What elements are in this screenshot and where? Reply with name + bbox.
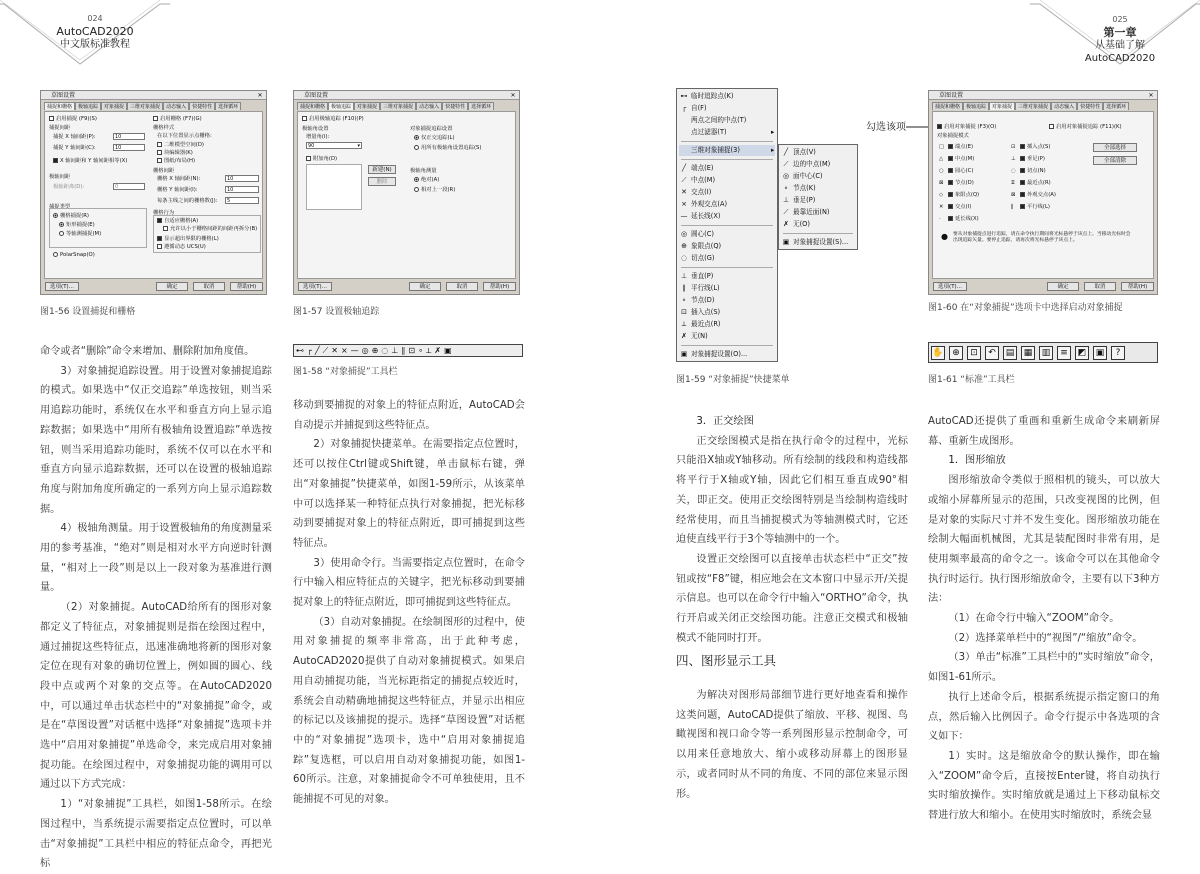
tab-dynamic[interactable]: 动态输入 xyxy=(1051,102,1077,110)
menu-item[interactable]: 两点之间的中点(T) xyxy=(691,116,747,124)
temp-track-icon[interactable]: ⊷ xyxy=(296,346,304,355)
standard-toolbar xyxy=(928,342,1158,363)
col1-p1: 3）对象捕捉追踪设置。用于设置对象捕捉追踪的模式。如果选中“仅正交追踪”单选按钮，则当采用追踪功能时，系统仅在水平和垂直方向上显示追踪数据；如果选中“用所有极轴角设置追踪”单选按钮，则当采用追踪功能时，系统不仅可以在水平和垂直方向显示追踪数据，还可以在设置的极轴追踪角度与附加角度所确定的一系列方向上显示追踪数据。 xyxy=(40,365,272,515)
major-every-input[interactable]: 5 xyxy=(225,197,259,204)
submenu-item[interactable]: ⟋ 最靠近面(N) xyxy=(781,207,829,218)
left-page-number: 024 xyxy=(87,14,103,23)
menu-item[interactable]: ∘ 节点(D) xyxy=(679,295,714,306)
tab-snap-grid[interactable]: 捕捉和栅格 xyxy=(297,102,328,110)
face-center-icon: ◎ xyxy=(782,172,790,180)
mode-center[interactable]: ○ 圆心(C) xyxy=(939,168,974,174)
parallel-icon: ∥ xyxy=(682,284,686,292)
osnap-settings-icon: ▣ xyxy=(782,238,790,246)
nearest-icon: ⟂ xyxy=(681,320,687,328)
right-page-number: 025 xyxy=(1112,15,1128,24)
relative[interactable]: 相对上一段(R) xyxy=(414,187,455,193)
col1-p3: （2）对象捕捉。AutoCAD给所有的图形对象都定义了特征点，对象捕捉则是指在绘图过程中，通过捕捉这些特征点，迅速准确地将新的图形对象定位在现有对象的确切位置上，例如圆的圆心、线段中点或两个对象的交点等。在AutoCAD2020中，可以通过单击状态栏中的“对象捕捉”命令，或是在“草图设置”对话框中选择“对象捕捉”选项卡并选中“启用对象捕捉”单选命令，来完成启用对象捕捉功能。在绘图过程中，对象捕捉功能的调用可以通过以下方式完成： xyxy=(40,602,272,791)
col3-p0: 正交绘图模式是指在执行命令的过程中，光标只能沿X轴或Y轴移动。所有绘制的线段和构造线都将平行于X轴或Y轴，因此它们相互垂直成90°相关，即正交。使用正交绘图特别是当绘制构造线时经常使用，而且当捕捉模式为等轴测模式时，它还迫使直线平行于3个等轴测中的一个。 xyxy=(676,435,908,546)
snap-y-label: 捕捉 Y 轴间距(C): xyxy=(53,145,96,151)
allow-subdivision[interactable]: 允许以小于栅格间距的间距再拆分(B) xyxy=(163,226,257,232)
snap-y-input[interactable]: 10 xyxy=(113,144,145,151)
intersection-icon[interactable]: ✕ xyxy=(331,346,338,355)
menu-item[interactable]: ⟋ 中点(M) xyxy=(679,175,715,186)
center-icon[interactable]: ◎ xyxy=(361,346,369,355)
tab-snap-grid[interactable]: 捕捉和栅格 xyxy=(932,102,963,110)
extension-icon[interactable]: — xyxy=(350,346,359,355)
fig57-panel xyxy=(297,111,516,279)
grid-behavior-label: 栅格行为 xyxy=(153,210,175,216)
rect-snap[interactable]: 矩形捕捉(E) xyxy=(59,222,95,228)
tool-palettes-icon[interactable]: ▥ xyxy=(1039,346,1053,360)
col1-p2: 4）极轴角测量。用于设置极轴角的角度测量采用的参考基准，“绝对”则是相对水平方向逆时针测量，“相对上一段”则是以上一段对象为基准进行测量。 xyxy=(40,523,272,594)
submenu-item[interactable]: ╱ 顶点(V) xyxy=(781,147,816,158)
snap-spacing-label: 捕捉间距 xyxy=(49,125,71,131)
ok-button[interactable]: 确定 xyxy=(156,282,188,291)
menu-item[interactable]: 点过滤器(T) ▸ xyxy=(691,128,775,136)
col2-p3: （3）自动对象捕捉。在绘制图形的过程中，使用对象捕捉的频率非常高，出于此种考虑，AutoCAD2020提供了自动对象捕捉模式。如果启用自动捕捉功能，当光标距指定的捕捉点较近时，系统会自动精确地捕捉这些特征点，并显示出相应的标记以及该捕捉的提示。选择“草图设置”对话框中的“对象捕捉”选项卡，选中“启用对象捕捉追踪”复选框，可以启用自动对象捕捉功能，如图1-60所示。注意，对象捕捉命令不可单独使用，且不能捕捉不可见的对象。 xyxy=(293,616,525,806)
mode-node[interactable]: ⊠ 节点(D) xyxy=(939,180,974,186)
all-polar[interactable]: 用所有极轴角设置追踪(S) xyxy=(414,145,481,151)
menu-item[interactable]: ╱ 端点(E) xyxy=(679,163,714,174)
quadrant-icon: ⊕ xyxy=(681,242,687,250)
tab-snap-grid[interactable]: 捕捉和栅格 xyxy=(44,102,75,110)
submenu-item[interactable]: ▣ 对象捕捉设置(S)... xyxy=(782,238,849,246)
fig60-dialog xyxy=(928,90,1158,295)
left-header-title: AutoCAD2020 xyxy=(56,25,134,38)
markup-icon[interactable]: ◩ xyxy=(1075,346,1089,360)
edge-mid-icon: ⟋ xyxy=(783,160,789,168)
grid-spacing-label: 栅格间距 xyxy=(153,168,175,174)
from-icon: ┌ xyxy=(681,104,687,112)
mode-quadrant[interactable]: ◇ 象限点(Q) xyxy=(939,192,980,198)
fig58-caption: 图1-58 “对象捕捉”工具栏 xyxy=(293,367,398,377)
quadrant-marker-icon: ◇ xyxy=(939,192,944,198)
tab-cycle[interactable]: 选择循环 xyxy=(468,102,494,110)
menu-item[interactable]: ┌ 自(F) xyxy=(679,103,707,114)
block-editor[interactable]: 块编辑器(K) xyxy=(157,150,193,156)
absolute[interactable]: 绝对(A) xyxy=(414,177,439,183)
tab-quick[interactable]: 快捷特性 xyxy=(189,102,215,110)
clear-all-button[interactable]: 全部清除 xyxy=(1093,156,1137,165)
intersection-icon: ✕ xyxy=(681,188,687,196)
menu-item[interactable]: ∥ 平行线(L) xyxy=(679,283,720,294)
col4-p5: 执行上述命令后，根据系统提示指定窗口的角点，然后输入比例因子。命令行提示中各选项的含义如下： xyxy=(928,691,1160,743)
tab-3d-osnap[interactable]: 三维对象捕捉 xyxy=(1015,102,1051,110)
right-product: AutoCAD2020 xyxy=(1084,53,1156,64)
zoom-window-icon[interactable]: ⊡ xyxy=(967,346,981,360)
col4-heading: 1．图形缩放 xyxy=(948,455,1006,467)
grid-y-label: 栅格 Y 轴间距(I): xyxy=(157,187,198,193)
grid-style-label: 栅格样式 xyxy=(153,125,175,131)
model-space[interactable]: 二维模型空间(D) xyxy=(157,142,204,148)
col2-p2: 3）使用命令行。当需要指定点位置时，在命令行中输入相应特征点的关键字，把光标移动到要捕捉对象上的特征点附近，即可捕捉到这些特征点。 xyxy=(293,557,525,609)
polar-distance-label: 极轴距离(D): xyxy=(53,184,85,190)
menu-item[interactable]: ◎ 圆心(C) xyxy=(680,230,714,238)
grid-x-input[interactable]: 10 xyxy=(225,175,259,182)
calculator-icon[interactable]: ▣ xyxy=(1093,346,1107,360)
snap-x-input[interactable]: 10 xyxy=(113,133,145,140)
insert-icon[interactable]: ⊡ xyxy=(408,346,416,355)
right-header xyxy=(1040,13,1200,65)
node-icon[interactable]: ∘ xyxy=(418,346,424,355)
menu-item[interactable]: ⊷ 临时追踪点(K) xyxy=(680,92,734,100)
fig56-panel xyxy=(44,111,263,279)
enable-osnap[interactable]: 启用对象捕捉 (F3)(O) xyxy=(937,124,996,130)
osnap-settings-icon: ▣ xyxy=(680,350,688,358)
new-angle-button[interactable]: 新建(N) xyxy=(368,165,396,174)
perpendicular-icon: ⊥ xyxy=(782,196,790,204)
menu-item[interactable]: — 延长线(X) xyxy=(680,212,721,220)
info-icon: ● xyxy=(941,232,948,241)
submenu-item[interactable]: ✗ 无(O) xyxy=(781,219,810,230)
grid-x-label: 栅格 X 轴间距(N): xyxy=(157,176,201,182)
polar-angle-settings-label: 极轴角设置 xyxy=(302,126,329,132)
mode-endpoint[interactable]: □ 端点(E) xyxy=(939,144,974,150)
options-button[interactable]: 选项(T)... xyxy=(298,282,332,291)
menu-item[interactable]: ✕ 交点(I) xyxy=(679,187,711,198)
col2-p1: 2）对象捕捉快捷菜单。在需要指定点位置时，还可以按住Ctrl键或Shift键，单击鼠标右键，弹出“对象捕捉”快捷菜单，如图1-59所示，从该菜单中可以选择某一种特征点执行对象捕捉，把光标移动到要捕捉对象上的特征点附近，即可捕捉到这些特征点。 xyxy=(293,439,525,549)
tab-polar[interactable]: 极轴追踪 xyxy=(328,102,354,110)
col4-text xyxy=(928,412,1160,826)
submenu-item[interactable]: ◎ 面中心(C) xyxy=(782,172,823,180)
fig57-tabs xyxy=(294,102,519,110)
submenu-item[interactable]: ∘ 节点(K) xyxy=(781,183,816,194)
mode-nearest[interactable]: ⧖ 最近点(R) xyxy=(1011,180,1051,186)
center-icon: ◎ xyxy=(680,230,688,238)
col4-p3: （2）选择菜单栏中的“视图”/“缩放”命令。 xyxy=(948,632,1143,644)
snap-type-label: 捕捉类型 xyxy=(49,204,71,210)
enable-polar[interactable]: 启用极轴追踪 (F10)(P) xyxy=(302,116,364,122)
ok-button[interactable]: 确定 xyxy=(1047,282,1079,291)
apparent-intersection-icon[interactable]: ⨯ xyxy=(340,346,348,355)
none-icon: ✗ xyxy=(783,220,789,228)
enable-snap[interactable]: 启用捕捉 (F9)(S) xyxy=(49,116,97,122)
col2-p0: 移动到要捕捉的对象上的特征点附近，AutoCAD会自动提示并捕捉到这些特征点。 xyxy=(293,400,525,431)
col3-p2: 为解决对图形局部细节进行更好地查看和操作这类问题，AutoCAD提供了缩放、平移、视图、鸟瞰视图和视口命令等一系列图形显示控制命令，可以用来任意地放大、缩小或移动屏幕上的图形显示，或者同时从不同的角度、不同的部位来显示图形。 xyxy=(676,690,908,800)
help-button[interactable]: 帮助(H) xyxy=(483,282,516,291)
cancel-button[interactable]: 取消 xyxy=(193,282,225,291)
fig60-tabs xyxy=(929,102,1157,110)
col4-p6: 1）实时。这是缩放命令的默认操作，即在输入“ZOOM”命令后，直接按Enter键，将自动执行实时缩放操作。实时缩放就是通过上下移动鼠标交替进行放大和缩小。在使用实时缩放时，系统会显 xyxy=(928,750,1160,822)
none-icon[interactable]: ✗ xyxy=(434,346,442,355)
iso-snap[interactable]: 等轴测捕捉(M) xyxy=(59,231,101,237)
mode-extension[interactable]: · 延长线(X) xyxy=(939,216,979,222)
fig57-title: 草图设置 ✕ xyxy=(294,91,519,100)
close-icon[interactable]: ✕ xyxy=(257,92,263,99)
col4-p1: 图形缩放命令类似于照相机的镜头，可以放大或缩小屏幕所显示的范围，只改变视图的比例，但是对象的实际尺寸并不发生变化。图形缩放功能在绘制大幅面机械图，尤其是装配图时非常有用，是使用频率最高的命令之一。该命令可以在其他命令执行时运行。执行图形缩放命令，主要有以下3种方法： xyxy=(928,475,1160,605)
col4-p0: AutoCAD还提供了重画和重新生成命令来刷新屏幕、重新生成图形。 xyxy=(928,416,1160,447)
perpendicular-icon: ⊥ xyxy=(680,272,688,280)
tab-dynamic[interactable]: 动态输入 xyxy=(163,102,189,110)
additional-angles-list[interactable] xyxy=(306,164,362,210)
col3-text-b xyxy=(676,686,908,804)
col2-text xyxy=(293,396,525,810)
help-button[interactable]: 帮助(H) xyxy=(1121,282,1154,291)
none-icon: ✗ xyxy=(681,332,687,340)
pan-icon[interactable]: ✋ xyxy=(932,347,944,358)
submenu-item[interactable]: ⊥ 垂足(P) xyxy=(782,196,816,204)
from-icon[interactable]: ┌ xyxy=(307,346,312,355)
fig56-caption: 图1-56 设置捕捉和栅格 xyxy=(40,307,136,317)
fig57-caption: 图1-57 设置极轴追踪 xyxy=(293,307,380,317)
beyond-limits[interactable]: 显示超出界限的栅格(L) xyxy=(157,236,219,242)
col3-p1: 设置正交绘图可以直接单击状态栏中“正交”按钮或按“F8”键，相应地会在文本窗口中显示开/关提示信息。也可以在命令行中输入“ORTHO”命令，执行开启或关闭正交绘图功能。注意正交模式和极轴模式不能同时打开。 xyxy=(676,553,908,644)
grid-snap[interactable]: 栅格捕捉(R) xyxy=(53,213,89,219)
delete-angle-button[interactable]: 删除 xyxy=(368,177,396,186)
increment-angle-select[interactable]: 90 ▾ xyxy=(308,143,360,149)
mode-midpoint[interactable]: △ 中点(M) xyxy=(939,156,975,162)
help-icon[interactable]: ? xyxy=(1111,346,1125,360)
submenu-item[interactable]: ⟋ 边的中点(M) xyxy=(781,159,830,170)
menu-item[interactable]: ⊡ 插入点(S) xyxy=(679,307,720,318)
col3-text-a xyxy=(676,412,908,648)
nearest-icon[interactable]: ⟂ xyxy=(426,345,432,355)
nearest-marker-icon: ⧖ xyxy=(1011,180,1015,186)
options-button[interactable]: 选项(T)... xyxy=(933,282,967,291)
temp-track-icon: ⊷ xyxy=(680,92,688,100)
mode-perpendicular[interactable]: ⊥ 垂足(P) xyxy=(1011,156,1045,162)
zoom-realtime-icon[interactable]: ⊕ xyxy=(949,346,963,360)
chevron-down-icon: ▾ xyxy=(357,143,360,149)
nearest-face-icon: ⟋ xyxy=(783,208,789,216)
grid-show-in: 在以下位置显示点栅格: xyxy=(157,133,212,139)
apparent-intersection-icon: ⨯ xyxy=(681,200,687,208)
polar-distance-input[interactable]: 0 xyxy=(113,183,145,190)
chevron-right-icon: ▸ xyxy=(771,146,775,154)
endpoint-icon: ╱ xyxy=(681,164,687,172)
node-icon: ∘ xyxy=(783,184,789,192)
osnap-hint: 要从对象捕捉点进行追踪，请在命令执行期间将光标悬停于该点上。当移动光标时会出现追踪矢量。要停止追踪，请再次将光标悬停于该点上。 xyxy=(953,232,1131,243)
extension-marker-icon: · xyxy=(939,216,941,222)
perpendicular-icon[interactable]: ⊥ xyxy=(391,346,399,355)
fig56-tabs xyxy=(41,102,266,110)
mode-tangent[interactable]: ◌ 切点(N) xyxy=(1011,168,1046,174)
design-center-icon[interactable]: ▦ xyxy=(1021,346,1035,360)
insert-marker-icon: ⊡ xyxy=(1011,144,1016,150)
midpoint-icon[interactable]: ⟋ xyxy=(322,345,329,355)
node-icon: ∘ xyxy=(681,296,687,304)
endpoint-marker-icon: □ xyxy=(939,144,945,150)
sheet-layout[interactable]: 图纸/布局(H) xyxy=(157,158,195,164)
grid-y-input[interactable]: 10 xyxy=(225,186,259,193)
col4-p4: （3）单击“标准”工具栏中的“实时缩放”命令，如图1-61所示。 xyxy=(928,652,1160,684)
menu-item[interactable]: ⊕ 象限点(Q) xyxy=(679,241,721,252)
close-icon[interactable]: ✕ xyxy=(1148,92,1154,99)
center-marker-icon: ○ xyxy=(939,168,944,174)
tab-cycle[interactable]: 选择循环 xyxy=(215,102,241,110)
otrack-settings-label: 对象捕捉追踪设置 xyxy=(410,126,453,132)
tab-osnap[interactable]: 对象捕捉 xyxy=(101,102,127,110)
extension-icon: — xyxy=(680,212,688,220)
mode-intersection[interactable]: ✕ 交点(I) xyxy=(939,204,972,210)
fig57-dialog xyxy=(293,90,520,295)
menu-item[interactable]: ⊥ 垂直(P) xyxy=(680,272,714,280)
left-header xyxy=(15,12,175,51)
tangent-icon: ◌ xyxy=(680,254,688,262)
polar-spacing-label: 极轴间距 xyxy=(49,174,71,180)
follow-ucs[interactable]: 遵循动态 UCS(U) xyxy=(157,244,206,250)
fig60-panel xyxy=(932,111,1154,279)
col3-heading2: 四、图形显示工具 xyxy=(676,653,777,668)
menu-item[interactable]: ◌ 切点(G) xyxy=(680,254,715,262)
osnap-modes-label: 对象捕捉模式 xyxy=(937,133,969,139)
enable-grid[interactable]: 启用栅格 (F7)(G) xyxy=(153,116,202,122)
node-marker-icon: ⊠ xyxy=(939,180,944,186)
tangent-marker-icon: ◌ xyxy=(1011,168,1016,174)
right-chapter: 第一章 xyxy=(1103,26,1137,39)
tab-quick[interactable]: 快捷特性 xyxy=(1077,102,1103,110)
close-icon[interactable]: ✕ xyxy=(510,92,516,99)
sheet-set-icon[interactable]: ≡ xyxy=(1057,346,1071,360)
ok-button[interactable]: 确定 xyxy=(409,282,441,291)
polar-measure-label: 极轴角测量 xyxy=(410,168,437,174)
additional-angles[interactable]: 附加角(D) xyxy=(306,156,337,162)
col3-heading1: 3．正交绘图 xyxy=(696,416,754,427)
osnap-context-menu xyxy=(676,88,778,362)
ortho-only[interactable]: 仅正交追踪(L) xyxy=(414,135,455,141)
apparent-marker-icon: ⊠ xyxy=(1011,192,1016,198)
cancel-button[interactable]: 取消 xyxy=(1084,282,1116,291)
parallel-icon[interactable]: ∥ xyxy=(401,346,406,355)
vertex-icon: ╱ xyxy=(783,148,789,156)
tab-polar[interactable]: 极轴追踪 xyxy=(963,102,989,110)
adaptive-grid[interactable]: 自适应栅格(A) xyxy=(157,218,198,224)
increment-angle-label: 增量角(I): xyxy=(306,134,330,140)
help-button[interactable]: 帮助(H) xyxy=(230,282,263,291)
tab-osnap[interactable]: 对象捕捉 xyxy=(989,102,1015,110)
3d-osnap-submenu xyxy=(778,144,858,250)
mode-apparent[interactable]: ⊠ 外观交点(A) xyxy=(1011,192,1056,198)
chevron-right-icon: ▸ xyxy=(771,128,775,136)
quadrant-icon[interactable]: ⊕ xyxy=(371,346,379,355)
fig56-title: 草图设置 ✕ xyxy=(41,91,266,100)
menu-item[interactable]: ▣ 对象捕捉设置(O)... xyxy=(680,350,748,358)
properties-icon[interactable]: ▤ xyxy=(1003,346,1017,360)
menu-item[interactable]: ✗ 无(N) xyxy=(679,331,708,342)
polarsnap[interactable]: PolarSnap(O) xyxy=(53,252,95,258)
endpoint-icon[interactable]: ╱ xyxy=(314,346,320,355)
tab-polar[interactable]: 极轴追踪 xyxy=(75,102,101,110)
parallel-marker-icon: ∥ xyxy=(1011,204,1014,210)
enable-otrack[interactable]: 启用对象捕捉追踪 (F11)(K) xyxy=(1049,124,1122,130)
fig61-caption: 图1-61 “标准”工具栏 xyxy=(928,375,1015,385)
mode-insert[interactable]: ⊡ 插入点(S) xyxy=(1011,144,1051,150)
tab-3d-osnap[interactable]: 三维对象捕捉 xyxy=(127,102,163,110)
midpoint-icon: ⟋ xyxy=(681,176,687,184)
left-header-subtitle: 中文版标准教程 xyxy=(60,39,130,50)
col4-p2: （1）在命令行中输入“ZOOM”命令。 xyxy=(948,613,1120,625)
tab-dynamic[interactable]: 动态输入 xyxy=(416,102,442,110)
fig60-callout: 勾选该项 xyxy=(866,122,906,133)
fig60-caption: 图1-60 在“对象捕捉”选项卡中选择启动对象捕捉 xyxy=(928,303,1123,313)
xy-equal[interactable]: X 轴间距和 Y 轴间距相等(X) xyxy=(53,158,127,164)
osnap-settings-icon[interactable]: ▣ xyxy=(444,346,452,355)
tab-osnap[interactable]: 对象捕捉 xyxy=(354,102,380,110)
fig59-caption: 图1-59 “对象捕捉”快捷菜单 xyxy=(676,375,790,385)
insert-icon: ⊡ xyxy=(681,308,687,316)
tab-quick[interactable]: 快捷特性 xyxy=(442,102,468,110)
col1-text xyxy=(40,342,272,874)
menu-item-3d-osnap[interactable]: 三维对象捕捉(3) ▸ xyxy=(679,145,775,156)
col1-p0: 命令或者“删除”命令来增加、删除附加角度值。 xyxy=(40,346,255,357)
menu-item[interactable]: ⨯ 外观交点(A) xyxy=(679,199,727,210)
intersection-marker-icon: ✕ xyxy=(939,204,944,210)
fig60-title: 草图设置 ✕ xyxy=(929,91,1157,100)
osnap-toolbar xyxy=(293,344,523,357)
major-every-label: 每条主线之间的栅格数(J): xyxy=(157,198,218,204)
menu-item[interactable]: ⟂ 最近点(R) xyxy=(679,319,721,330)
select-all-button[interactable]: 全部选择 xyxy=(1093,143,1137,152)
midpoint-marker-icon: △ xyxy=(939,156,944,162)
zoom-previous-icon[interactable]: ↶ xyxy=(985,346,999,360)
perpendicular-marker-icon: ⊥ xyxy=(1011,156,1016,162)
tab-3d-osnap[interactable]: 三维对象捕捉 xyxy=(380,102,416,110)
snap-x-label: 捕捉 X 轴间距(P): xyxy=(53,134,96,140)
cancel-button[interactable]: 取消 xyxy=(446,282,478,291)
mode-parallel[interactable]: ∥ 平行线(L) xyxy=(1011,204,1050,210)
col1-p4: 1）“对象捕捉”工具栏，如图1-58所示。在绘图过程中，当系统提示需要指定点位置时，可以单击“对象捕捉”工具栏中相应的特征点命令，再把光标 xyxy=(40,799,272,870)
fig56-dialog xyxy=(40,90,267,295)
right-chapter-title: 从基础了解 xyxy=(1095,40,1145,51)
tab-cycle[interactable]: 选择循环 xyxy=(1103,102,1129,110)
tangent-icon[interactable]: ◌ xyxy=(381,346,389,355)
options-button[interactable]: 选项(T)... xyxy=(45,282,79,291)
